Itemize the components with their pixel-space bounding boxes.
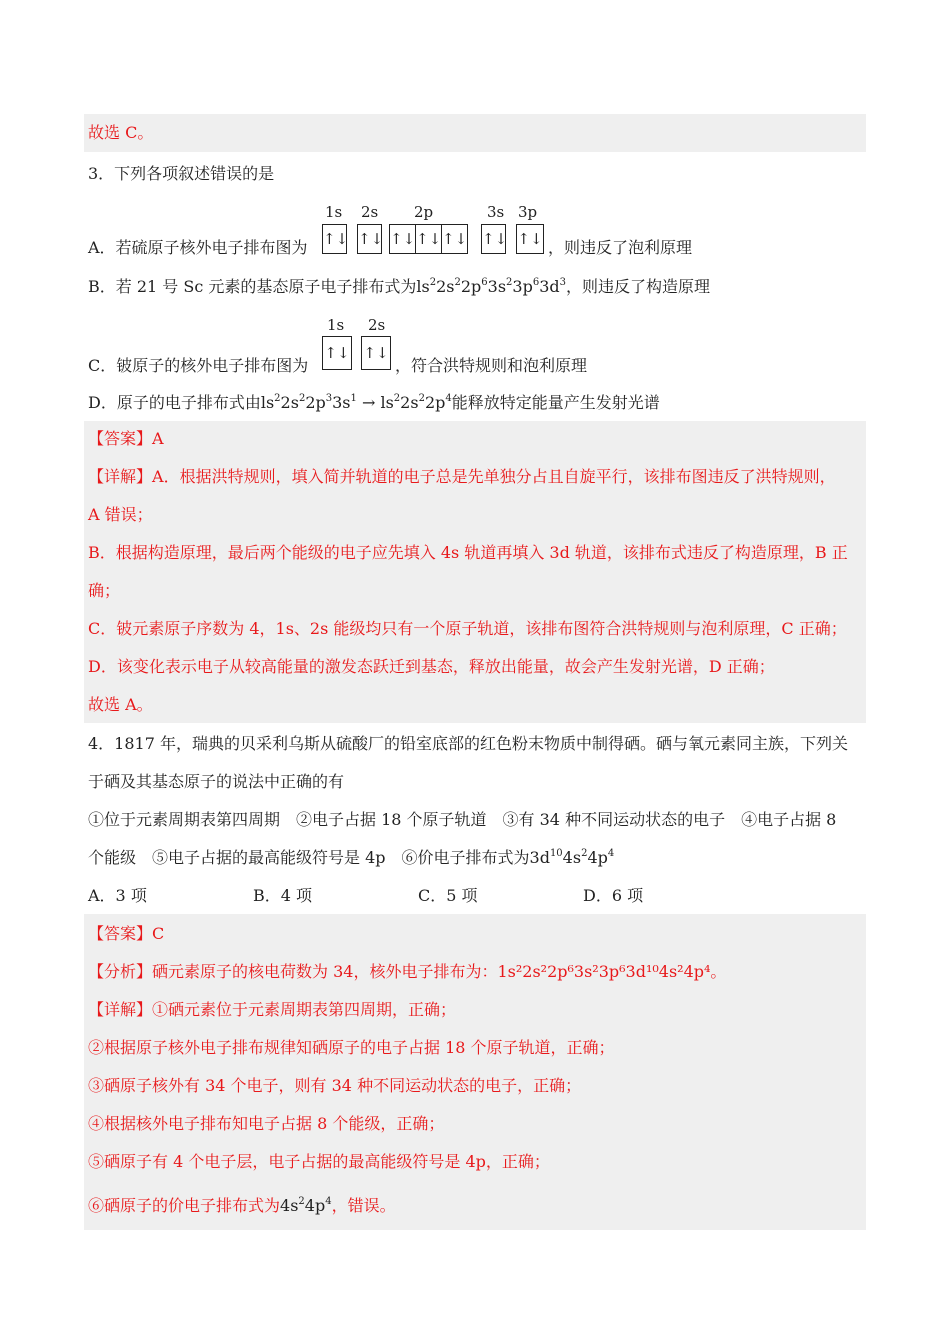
electron-pair-icon: ↑↓: [416, 225, 442, 253]
q3-option-d-suffix: 能释放特定能量产生发射光谱: [451, 393, 660, 412]
orbital-label-2p: 2p: [414, 203, 434, 221]
orbital-label-3s: 3s: [487, 203, 505, 221]
orbital-box-1s: [322, 224, 347, 254]
valence-configuration: $3d^{10}4s^24p^4$: [529, 848, 615, 867]
electron-pair-icon: ↑↓: [390, 225, 416, 253]
arrow-right-icon: →: [361, 393, 376, 412]
excited-configuration: $ls^22s^22p^33s^1$: [260, 393, 357, 412]
sc-configuration: $ls^22s^22p^63s^23p^63d^3$: [416, 277, 567, 296]
electron-pair-icon: ↑↓: [323, 230, 349, 248]
electron-pair-icon: ↑↓: [517, 230, 543, 248]
q4-detail-1: 【详解】①硒元素位于元素周期表第四周期，正确；: [88, 1000, 457, 1019]
orbital-label-1s: 1s: [327, 316, 345, 334]
q3-answer-tail: 故选 A。: [88, 695, 153, 714]
se-valence-configuration: $4s^24p^4$: [280, 1196, 332, 1215]
orbital-box-2s: [357, 224, 382, 254]
orbital-label-1s: 1s: [325, 203, 343, 221]
orbital-box-2p: [389, 224, 468, 254]
q3-detail-d: D．该变化表示电子从较高能量的激发态跃迁到基态，释放出能量，故会产生发射光谱，D 正确；: [88, 657, 775, 676]
q3-answer: 【答案】A: [88, 429, 164, 448]
q4-stem-line2: 于硒及其基态原子的说法中正确的有: [88, 772, 345, 791]
q3-detail-c: C．铍元素原子序数为 4，1s、2s 能级均只有一个原子轨道，该排布图符合洪特规则与泡利原理，C 正确；: [88, 619, 847, 638]
q4-analysis: 【分析】硒元素原子的核电荷数为 34，核外电子排布为：1s²2s²2p⁶3s²3p⁶3d¹⁰4s²4p⁴。: [88, 962, 727, 981]
answer-tail-q2: 故选 C。: [88, 123, 154, 142]
q3-detail-a: 【详解】A．根据洪特规则，填入简并轨道的电子总是先单独分占且自旋平行，该排布图违反了洪特规则，: [88, 467, 836, 486]
q4-option-a[interactable]: A．3 项: [88, 886, 147, 905]
q3-detail-b-cont: 确；: [88, 581, 121, 600]
q4-option-b[interactable]: B．4 项: [253, 886, 313, 905]
q3-option-d-prefix: D．原子的电子排布式由: [88, 393, 261, 412]
orbital-label-3p: 3p: [518, 203, 538, 221]
q4-answer: 【答案】C: [88, 924, 165, 943]
q3-option-a-prefix: A．若硫原子核外电子排布图为: [88, 238, 308, 257]
orbital-box-3s: [481, 224, 506, 254]
q3-option-c-prefix: C．铍原子的核外电子排布图为: [88, 356, 309, 375]
q3-stem: 3．下列各项叙述错误的是: [88, 164, 275, 183]
q3-option-a-suffix: ，则违反了泡利原理: [548, 238, 693, 257]
q4-detail-6: ⑥硒原子的价电子排布式为$4s^24p^4$，错误。: [88, 1196, 396, 1215]
q3-detail-b: B．根据构造原理，最后两个能级的电子应先填入 4s 轨道再填入 3d 轨道，该排布式违反了构造原理，B 正: [88, 543, 848, 562]
electron-pair-icon: ↑↓: [442, 230, 468, 248]
ground-configuration: $ls^22s^22p^4$: [380, 393, 452, 412]
orbital-label-2s: 2s: [361, 203, 379, 221]
electron-pair-icon: ↑↓: [482, 230, 508, 248]
electron-pair-icon: ↑↓: [324, 344, 350, 362]
orbital-box-2s: [361, 336, 391, 370]
q3-detail-a-cont: A 错误；: [88, 505, 153, 524]
electron-pair-icon: ↑↓: [363, 344, 389, 362]
electron-pair-icon: ↑↓: [358, 230, 384, 248]
orbital-label-2s: 2s: [368, 316, 386, 334]
q4-detail-4: ④根据核外电子排布知电子占据 8 个能级，正确；: [88, 1114, 445, 1133]
q4-option-d[interactable]: D．6 项: [583, 886, 644, 905]
orbital-box-3p: [516, 224, 544, 254]
q4-option-c[interactable]: C．5 项: [418, 886, 478, 905]
answer-block-q2: [84, 114, 866, 152]
q3-option-d: [88, 392, 660, 414]
orbital-box-1s: [322, 336, 352, 370]
q4-items-line2: 个能级 ⑤电子占据的最高能级符号是 4p ⑥价电子排布式为$3d^{10}4s^24p^4$: [88, 848, 615, 867]
q3-option-b: [88, 276, 710, 298]
q4-detail-5: ⑤硒原子有 4 个电子层，电子占据的最高能级符号是 4p，正确；: [88, 1152, 550, 1171]
q3-option-c-suffix: ，符合洪特规则和泡利原理: [395, 356, 588, 375]
q4-stem-line1: 4．1817 年，瑞典的贝采利乌斯从硫酸厂的铅室底部的红色粉末物质中制得硒。硒与氧元素同主族，下列关: [88, 734, 848, 753]
q4-detail-3: ③硒原子核外有 34 个电子，则有 34 种不同运动状态的电子，正确；: [88, 1076, 582, 1095]
q3-option-b-prefix: B．若 21 号 Sc 元素的基态原子电子排布式为: [88, 277, 417, 296]
q3-option-b-suffix: ，则违反了构造原理: [566, 277, 711, 296]
q4-items-line1: ①位于元素周期表第四周期 ②电子占据 18 个原子轨道 ③有 34 种不同运动状态的电子 ④电子占据 8: [88, 810, 837, 829]
q4-detail-2: ②根据原子核外电子排布规律知硒原子的电子占据 18 个原子轨道，正确；: [88, 1038, 615, 1057]
